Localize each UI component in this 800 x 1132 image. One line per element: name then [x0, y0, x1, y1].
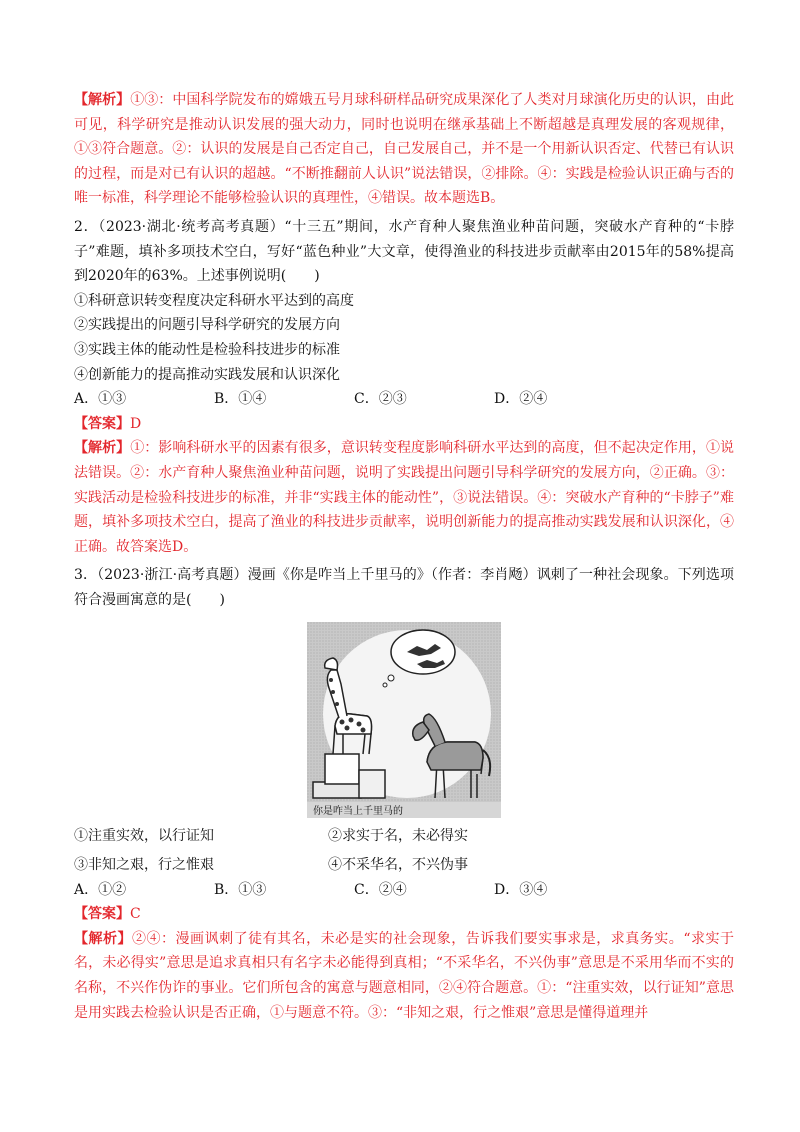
q3-analysis [74, 927, 734, 1025]
q3-answer [74, 902, 734, 927]
q2-choice-b: B．①④ [214, 391, 267, 408]
q3-analysis-label: 【解析】 [74, 930, 133, 947]
q3-statement-1: ①注重实效，以行证知 [74, 828, 214, 845]
q3-choice-d: D．③④ [494, 881, 548, 898]
q3-statements-row-1 [74, 824, 734, 849]
q3-answer-value: C [130, 906, 141, 923]
cartoon-caption: 你是咋当上千里马的 [313, 806, 403, 818]
q3-statement-2: ②求实于名，未必得实 [328, 828, 468, 845]
cartoon-image [307, 622, 501, 818]
q2-analysis-label: 【解析】 [74, 440, 131, 457]
q2-statement-2: ②实践提出的问题引导科学研究的发展方向 [74, 317, 340, 334]
q2-answer [74, 412, 734, 437]
q2-choice-a: A．①③ [74, 391, 127, 408]
q1-analysis-text: ①③：中国科学院发布的嫦娥五号月球科研样品研究成果深化了人类对月球演化历史的认识，由此可见，科学研究是推动认识发展的强大动力，同时也说明在继承基础上不断超越是真理发展的客观规律，①③符合题意。②：认识的发展是自己否定自己，自己发展自己，并不是一个用新认识否定、代替已有认识的过程，而是对已有认识的超越。“不断推翻前人认识”说法错误，②排除。④：实践是检验认识正确与否的唯一标准，科学理论不能够检验认识的真理性，④错误。故本题选B。 [74, 92, 735, 207]
q3-statement-4: ④不采华名，不兴伪事 [328, 857, 468, 874]
q2-choice-d: D．②④ [494, 391, 548, 408]
q3-answer-label: 【答案】 [74, 906, 130, 923]
q3-statements-row-2 [74, 853, 734, 878]
q2-analysis [74, 436, 734, 559]
q3-choice-c: C．②④ [354, 881, 407, 898]
q2-choices [74, 387, 734, 412]
q3-stem: 3．（2023·浙江·高考真题）漫画《你是咋当上千里马的》（作者：李肖飏）讽刺了一种社会现象。下列选项符合漫画寓意的是( ) [74, 567, 734, 608]
q2-statement-1: ①科研意识转变程度决定科研水平达到的高度 [74, 292, 354, 309]
q3-choice-b: B．①③ [214, 881, 267, 898]
q2-analysis-text: ①：影响科研水平的因素有很多，意识转变程度影响科研水平达到的高度，但不起决定作用，①说法错误。②：水产育种人聚焦渔业种苗问题，说明了实践提出问题引导科学研究的发展方向，②正确。③：实践活动是检验科技进步的标准，并非“实践主体的能动性”，③说法错误。④：突破水产育种的“卡脖子”难题，填补多项技术空白，提高了渔业的科技进步贡献率，说明创新能力的提高推动实践发展和认识深化，④正确。故答案选D。 [74, 440, 735, 555]
document-page [74, 88, 734, 1025]
q2-answer-value: D [130, 415, 142, 432]
q2-stem: 2．（2023·湖北·统考高考真题）“十三五”期间，水产育种人聚焦渔业种苗问题，突破水产育种的“卡脖子”难题，填补多项技术空白，写好“蓝色种业”大文章，使得渔业的科技进步贡献率由2015年的58%提高到2020年的63%。上述事例说明( ) [74, 218, 734, 285]
q2-choice-c: C．②③ [354, 391, 407, 408]
q2-statement-3: ③实践主体的能动性是检验科技进步的标准 [74, 341, 340, 358]
q2-answer-label: 【答案】 [74, 415, 130, 432]
q1-analysis [74, 88, 734, 211]
q3-choices [74, 878, 734, 903]
q2-statement-4: ④创新能力的提高推动实践发展和认识深化 [74, 366, 340, 383]
q1-analysis-label: 【解析】 [74, 92, 131, 108]
q3-statement-3: ③非知之艰，行之惟艰 [74, 857, 214, 874]
cartoon-figure [74, 622, 734, 818]
q3-analysis-text: ②④：漫画讽刺了徒有其名，未必是实的社会现象，告诉我们要实事求是，求真务实。“求实于名，未必得实”意思是追求真相只有名字未必能得到真相；“不采华名，不兴伪事”意思是不采用华而不实的名称，不兴作伪诈的事业。它们所包含的寓意与题意相同，②④符合题意。①：“注重实效，以行证知”意思是用实践去检验认识是否正确，①与题意不符。③：“非知之艰，行之惟艰”意思是懂得道理并 [74, 930, 734, 1021]
q3-choice-a: A．①② [74, 881, 127, 898]
